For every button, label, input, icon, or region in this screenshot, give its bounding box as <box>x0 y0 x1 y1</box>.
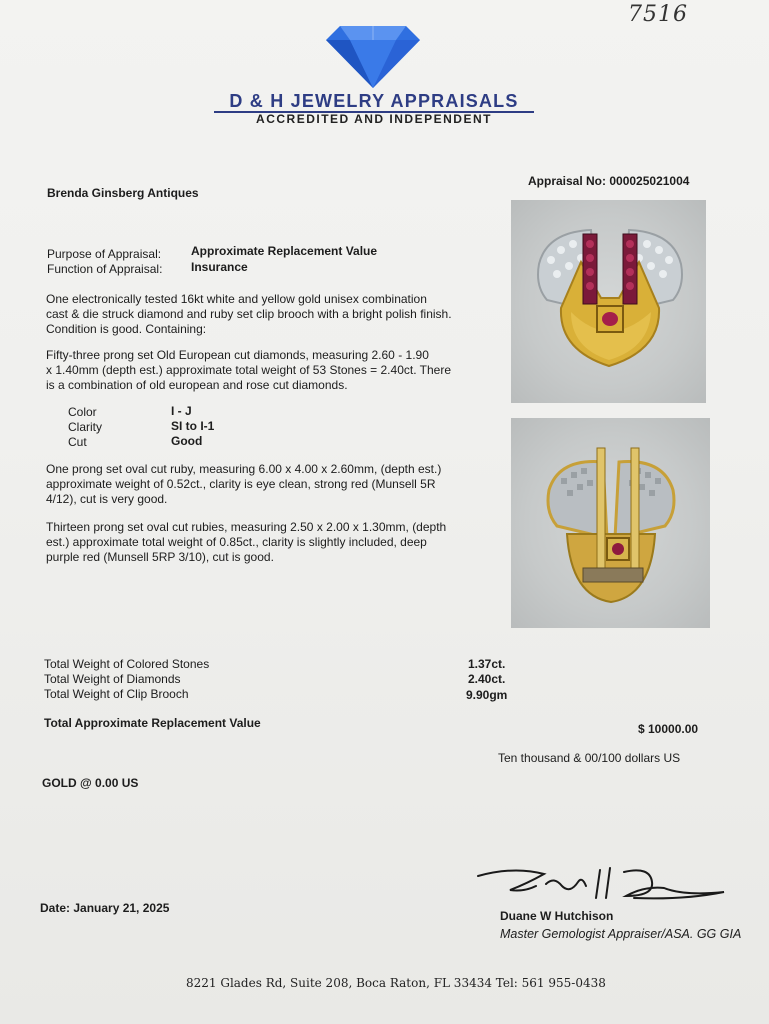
grade-label: Cut <box>68 435 87 449</box>
rubies-line: est.) approximate total weight of 0.85ct., clarity is slightly included, deep <box>46 535 427 549</box>
amount-in-words: Ten thousand & 00/100 dollars US <box>498 751 681 765</box>
grade-label: Clarity <box>68 420 103 434</box>
total-label: Total Weight of Diamonds <box>44 672 181 686</box>
purpose-value: Approximate Replacement Value <box>191 244 378 258</box>
grade-value: I - J <box>171 404 192 418</box>
rubies-line: Thirteen prong set oval cut rubies, measuring 2.50 x 2.00 x 1.30mm, (depth <box>46 520 447 534</box>
diamond-gem-icon <box>326 26 420 88</box>
company-name: D & H JEWELRY APPRAISALS <box>229 91 519 111</box>
description-line: cast & die struck diamond and ruby set clip brooch with a bright polish finish. <box>46 307 452 321</box>
brooch-back-photo <box>511 418 710 628</box>
appraiser-title: Master Gemologist Appraiser/ASA. GG GIA <box>500 927 742 941</box>
appraisal-number: Appraisal No: 000025021004 <box>528 174 690 188</box>
total-value: 1.37ct. <box>468 657 506 671</box>
total-value: 2.40ct. <box>468 672 506 686</box>
client-name: Brenda Ginsberg Antiques <box>47 186 199 200</box>
footer-address: 8221 Glades Rd, Suite 208, Boca Raton, FL 33434 Tel: 561 955-0438 <box>186 976 606 990</box>
brooch-front-photo <box>511 200 706 403</box>
handwritten-number: 7516 <box>628 2 688 27</box>
replacement-value: $ 10000.00 <box>638 722 699 736</box>
ruby-line: 4/12), cut is very good. <box>46 492 168 506</box>
total-value: 9.90gm <box>466 688 508 702</box>
ruby-line: One prong set oval cut ruby, measuring 6.00 x 4.00 x 2.60mm, (depth est.) <box>46 462 442 476</box>
replacement-label: Total Approximate Replacement Value <box>44 716 261 730</box>
diamonds-line: x 1.40mm (depth est.) approximate total weight of 53 Stones = 2.40ct. There <box>46 363 451 377</box>
appraisal-date: Date: January 21, 2025 <box>40 901 170 915</box>
description-line: Condition is good. Containing: <box>46 322 207 336</box>
grade-value: Good <box>171 434 203 448</box>
appraiser-name: Duane W Hutchison <box>500 909 614 923</box>
signature-image <box>474 862 730 910</box>
diamonds-line: Fifty-three prong set Old European cut diamonds, measuring 2.60 - 1.90 <box>46 348 429 362</box>
description-line: One electronically tested 16kt white and yellow gold unisex combination <box>46 292 427 306</box>
rubies-line: purple red (Munsell 5RP 3/10), cut is good. <box>46 550 274 564</box>
purpose-label: Purpose of Appraisal: <box>47 247 162 261</box>
total-label: Total Weight of Clip Brooch <box>44 687 189 701</box>
function-label: Function of Appraisal: <box>47 262 163 276</box>
ruby-line: approximate weight of 0.52ct., clarity is eye clean, strong red (Munsell 5R <box>46 477 436 491</box>
diamonds-line: is a combination of old european and rose cut diamonds. <box>46 378 348 392</box>
grade-label: Color <box>68 405 97 419</box>
grade-value: SI to I-1 <box>171 419 215 433</box>
total-label: Total Weight of Colored Stones <box>44 657 210 671</box>
function-value: Insurance <box>191 260 248 274</box>
gold-price: GOLD @ 0.00 US <box>42 776 139 790</box>
company-tagline: ACCREDITED AND INDEPENDENT <box>256 112 492 126</box>
